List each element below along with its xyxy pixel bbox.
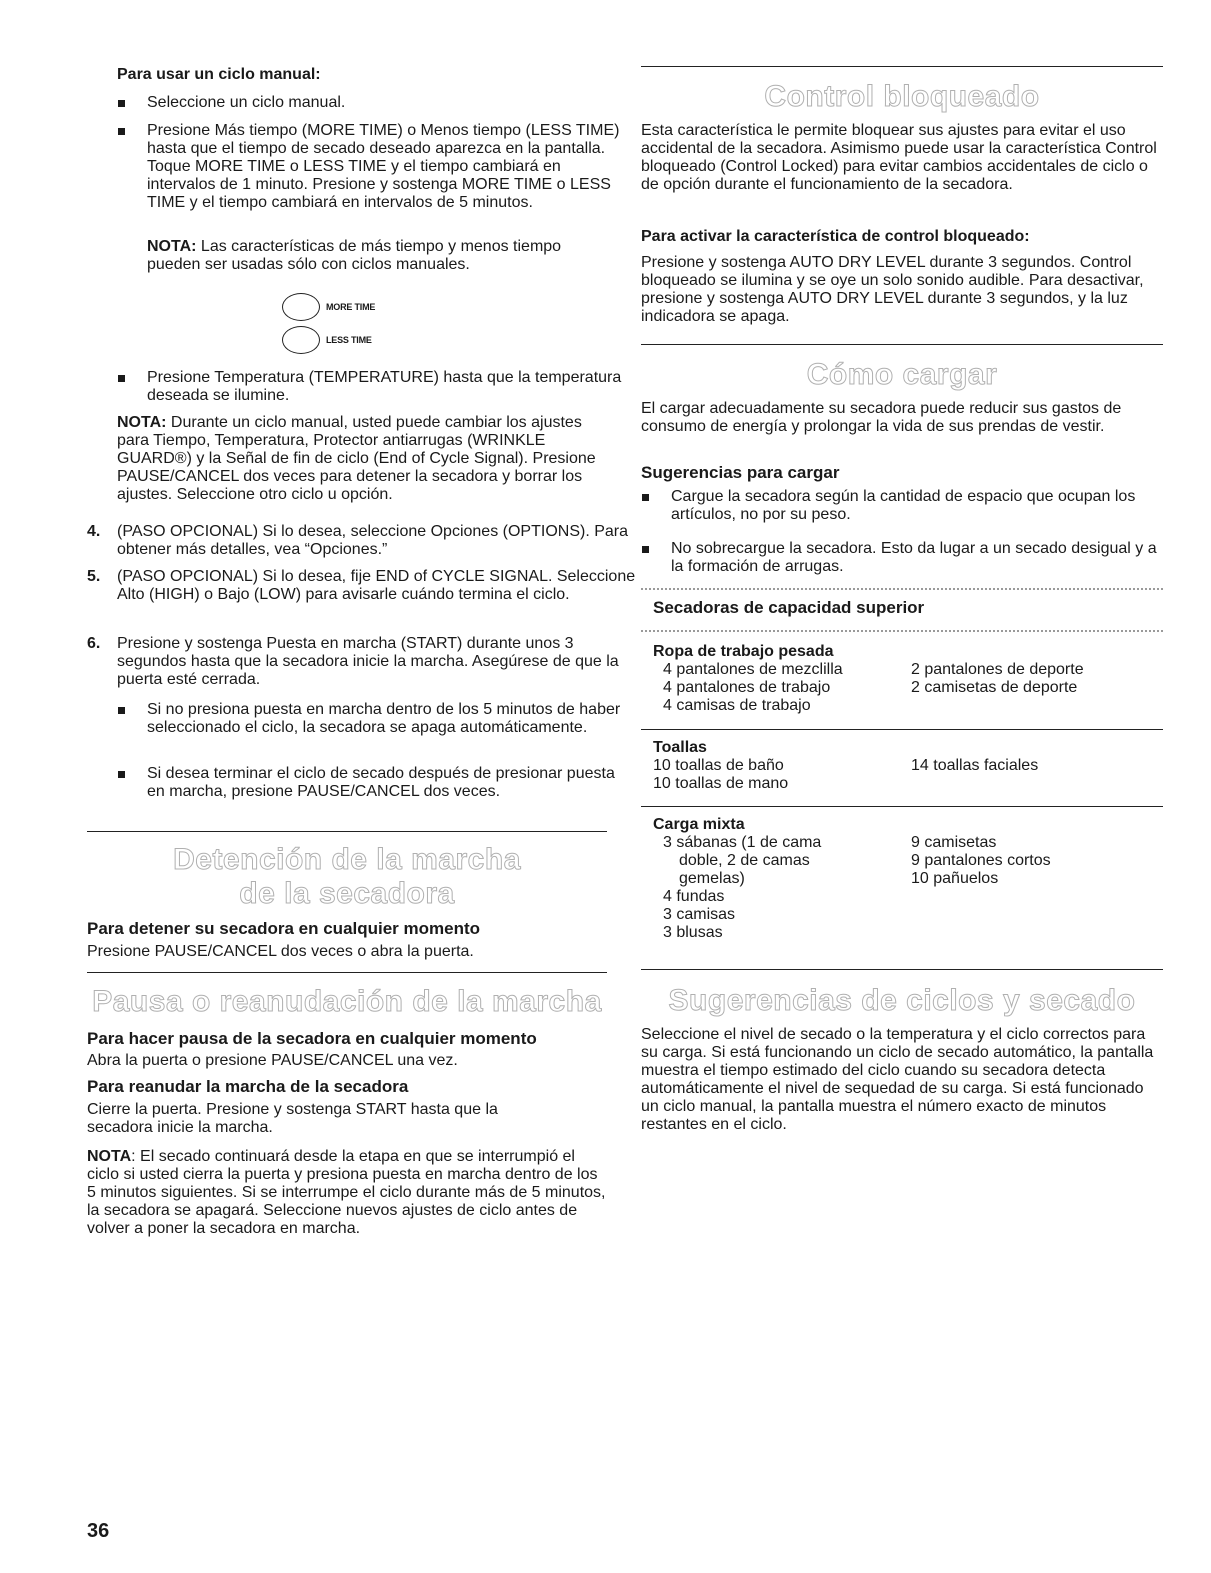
table-cell: 4 fundas — [663, 888, 725, 905]
divider — [641, 729, 1163, 730]
table-cell: 3 camisas — [663, 906, 736, 923]
pause-subheading: Para hacer pausa de la secadora en cualquier momento — [87, 1029, 537, 1048]
control-locked-title: Control bloqueado — [764, 80, 1040, 113]
cycle-tips-title: Sugerencias de ciclos y secado — [668, 984, 1136, 1017]
resume-subheading: Para reanudar la marcha de la secadora — [87, 1077, 409, 1096]
table-cell: 4 pantalones de mezclilla — [663, 661, 843, 678]
control-locked-subheading: Para activar la característica de control bloqueado: — [641, 228, 1030, 245]
heavy-work-clothes-heading: Ropa de trabajo pesada — [653, 643, 834, 660]
table-cell: 4 pantalones de trabajo — [663, 679, 831, 696]
towels-table — [653, 739, 1163, 793]
table-cell: 9 pantalones cortos — [911, 852, 1051, 869]
less-time-button — [282, 326, 372, 354]
heavy-col-1 — [663, 661, 911, 715]
more-time-button-circle — [282, 293, 320, 321]
control-locked-text: Esta característica le permite bloquear sus ajustes para evitar el uso accidental de la secadora. Asimismo puede usar la característica Control bloqueado (Control Locked) para evitar cambios accidentales de ciclo o de opción durante el funcionamiento de la secadora. — [641, 122, 1157, 193]
resume-text: Cierre la puerta. Presione y sostenga START hasta que la secadora inicie la marcha. — [87, 1101, 498, 1136]
towels-col-2 — [911, 757, 1163, 793]
temperature-bullet: Presione Temperatura (TEMPERATURE) hasta que la temperatura deseada se ilumine. — [117, 369, 627, 405]
table-cell: 9 camisetas — [911, 834, 997, 851]
table-cell: 3 sábanas (1 de cama — [663, 834, 822, 851]
table-cell: doble, 2 de camas — [679, 852, 810, 869]
towels-col-1 — [653, 757, 911, 793]
more-time-label: MORE TIME — [326, 302, 376, 312]
less-time-button-circle — [282, 326, 320, 354]
table-cell: 14 toallas faciales — [911, 757, 1039, 774]
step6-bullet-2: Si desea terminar el ciclo de secado después de presionar puesta en marcha, presione PAUSE/CANCEL dos veces. — [117, 765, 633, 801]
pause-text: Abra la puerta o presione PAUSE/CANCEL una vez. — [87, 1052, 458, 1069]
table-cell: 10 toallas de mano — [653, 775, 789, 792]
how-to-load-text: El cargar adecuadamente su secadora puede reducir sus gastos de consumo de energía y prolongar la vida de sus prendas de vestir. — [641, 400, 1122, 435]
divider — [87, 831, 607, 832]
note-manual-time: NOTA: Las características de más tiempo y menos tiempo pueden ser usadas sólo con ciclos manuales. — [147, 238, 562, 273]
divider — [641, 806, 1163, 807]
loading-tips-subheading: Sugerencias para cargar — [641, 463, 840, 482]
pause-resume-title: Pausa o reanudación de la marcha — [92, 985, 602, 1018]
note-resume: NOTA: El secado continuará desde la etapa en que se interrumpió el ciclo si usted cierra la puerta y presiona puesta en marcha dentro de los 5 minutos siguientes. Si se interrumpe el ciclo durante más de 5 minutos, la secadora se apagará. Seleccione nuevos ajustes de ciclo antes de volver a poner la secadora en marcha. — [87, 1148, 606, 1237]
how-to-load-title: Cómo cargar — [806, 358, 998, 391]
page-number: 36 — [87, 1520, 110, 1542]
mixed-col-2 — [911, 834, 1163, 942]
dotted-divider — [641, 588, 1163, 590]
manual-cycle-heading: Para usar un ciclo manual: — [117, 66, 321, 83]
step-5: 5. (PASO OPCIONAL) Si lo desea, fije END of CYCLE SIGNAL. Seleccione Alto (HIGH) o Bajo (LOW) para avisarle cuándo termina el ciclo. — [87, 568, 636, 603]
manual-bullet-2: Presione Más tiempo (MORE TIME) o Menos tiempo (LESS TIME) hasta que el tiempo de secado deseado aparezca en la pantalla. Toque MORE TIME o LESS TIME y el tiempo cambiará en intervalos de 1 minuto. Presione y sostenga MORE TIME o LESS TIME y el tiempo cambiará en intervalos de 5 minutos. — [117, 122, 627, 212]
stop-dryer-subheading: Para detener su secadora en cualquier momento — [87, 919, 481, 938]
control-locked-text-2: Presione y sostenga AUTO DRY LEVEL durante 3 segundos. Control bloqueado se ilumina y se oye un solo sonido audible. Para desactivar, presione y sostenga AUTO DRY LEVEL durante 3 segundos, y la luz indicadora se apaga. — [641, 254, 1144, 325]
mixed-load-table — [653, 816, 1163, 942]
mixed-col-1 — [663, 834, 911, 942]
manual-bullet-1: Seleccione un ciclo manual. — [117, 94, 627, 112]
loading-bullet-1: Cargue la secadora según la cantidad de espacio que ocupan los artículos, no por su peso. — [641, 488, 1151, 524]
table-cell: 2 camisetas de deporte — [911, 679, 1078, 696]
step6-bullet-1: Si no presiona puesta en marcha dentro de los 5 minutos de haber seleccionado el ciclo, la secadora se apaga automáticamente. — [117, 701, 633, 737]
more-time-button — [282, 293, 375, 321]
divider — [641, 66, 1163, 67]
stop-dryer-text: Presione PAUSE/CANCEL dos veces o abra la puerta. — [87, 943, 474, 960]
divider — [641, 969, 1163, 970]
cycle-tips-text: Seleccione el nivel de secado o la temperatura y el ciclo correctos para su carga. Si está funcionando un ciclo de secado automático, la pantalla muestra el tiempo estimado del ciclo cuando su secadora detecta automáticamente el nivel de sequedad de su carga. Si está funcionado un ciclo manual, la pantalla muestra el número exacto de minutos restantes en el ciclo. — [641, 1026, 1154, 1133]
capacity-heading: Secadoras de capacidad superior — [653, 598, 925, 617]
table-cell: 10 pañuelos — [911, 870, 999, 887]
dotted-divider — [641, 630, 1163, 632]
stop-dryer-title-line2: de la secadora — [239, 877, 455, 910]
step-4: 4. (PASO OPCIONAL) Si lo desea, seleccione Opciones (OPTIONS). Para obtener más detalles, vea “Opciones.” — [87, 523, 628, 558]
table-cell: 3 blusas — [663, 924, 723, 941]
divider — [87, 972, 607, 973]
note-manual-cycle: NOTA: Durante un ciclo manual, usted puede cambiar los ajustes para Tiempo, Temperatura, Protector antiarrugas (WRINKLE GUARD®) y la Señal de fin de ciclo (End of Cycle Signal). Presione PAUSE/CANCEL dos veces para detener la secadora y borrar los ajustes. Seleccione otro ciclo u opción. — [117, 414, 596, 503]
table-cell: 10 toallas de baño — [653, 757, 784, 774]
heavy-work-clothes-table — [653, 643, 1163, 715]
less-time-label: LESS TIME — [326, 335, 372, 345]
stop-dryer-title-line1: Detención de la marcha — [173, 843, 521, 876]
mixed-load-heading: Carga mixta — [653, 816, 745, 833]
heavy-col-2 — [911, 661, 1163, 715]
table-cell: 2 pantalones de deporte — [911, 661, 1084, 678]
step-6: 6. Presione y sostenga Puesta en marcha (START) durante unos 3 segundos hasta que la secadora inicie la marcha. Asegúrese de que la puerta esté cerrada. — [87, 635, 619, 688]
table-cell: 4 camisas de trabajo — [663, 697, 811, 714]
divider — [641, 344, 1163, 345]
loading-bullet-2: No sobrecargue la secadora. Esto da lugar a un secado desigual y a la formación de arrugas. — [641, 540, 1171, 576]
towels-heading: Toallas — [653, 739, 707, 756]
table-cell: gemelas) — [679, 870, 745, 887]
